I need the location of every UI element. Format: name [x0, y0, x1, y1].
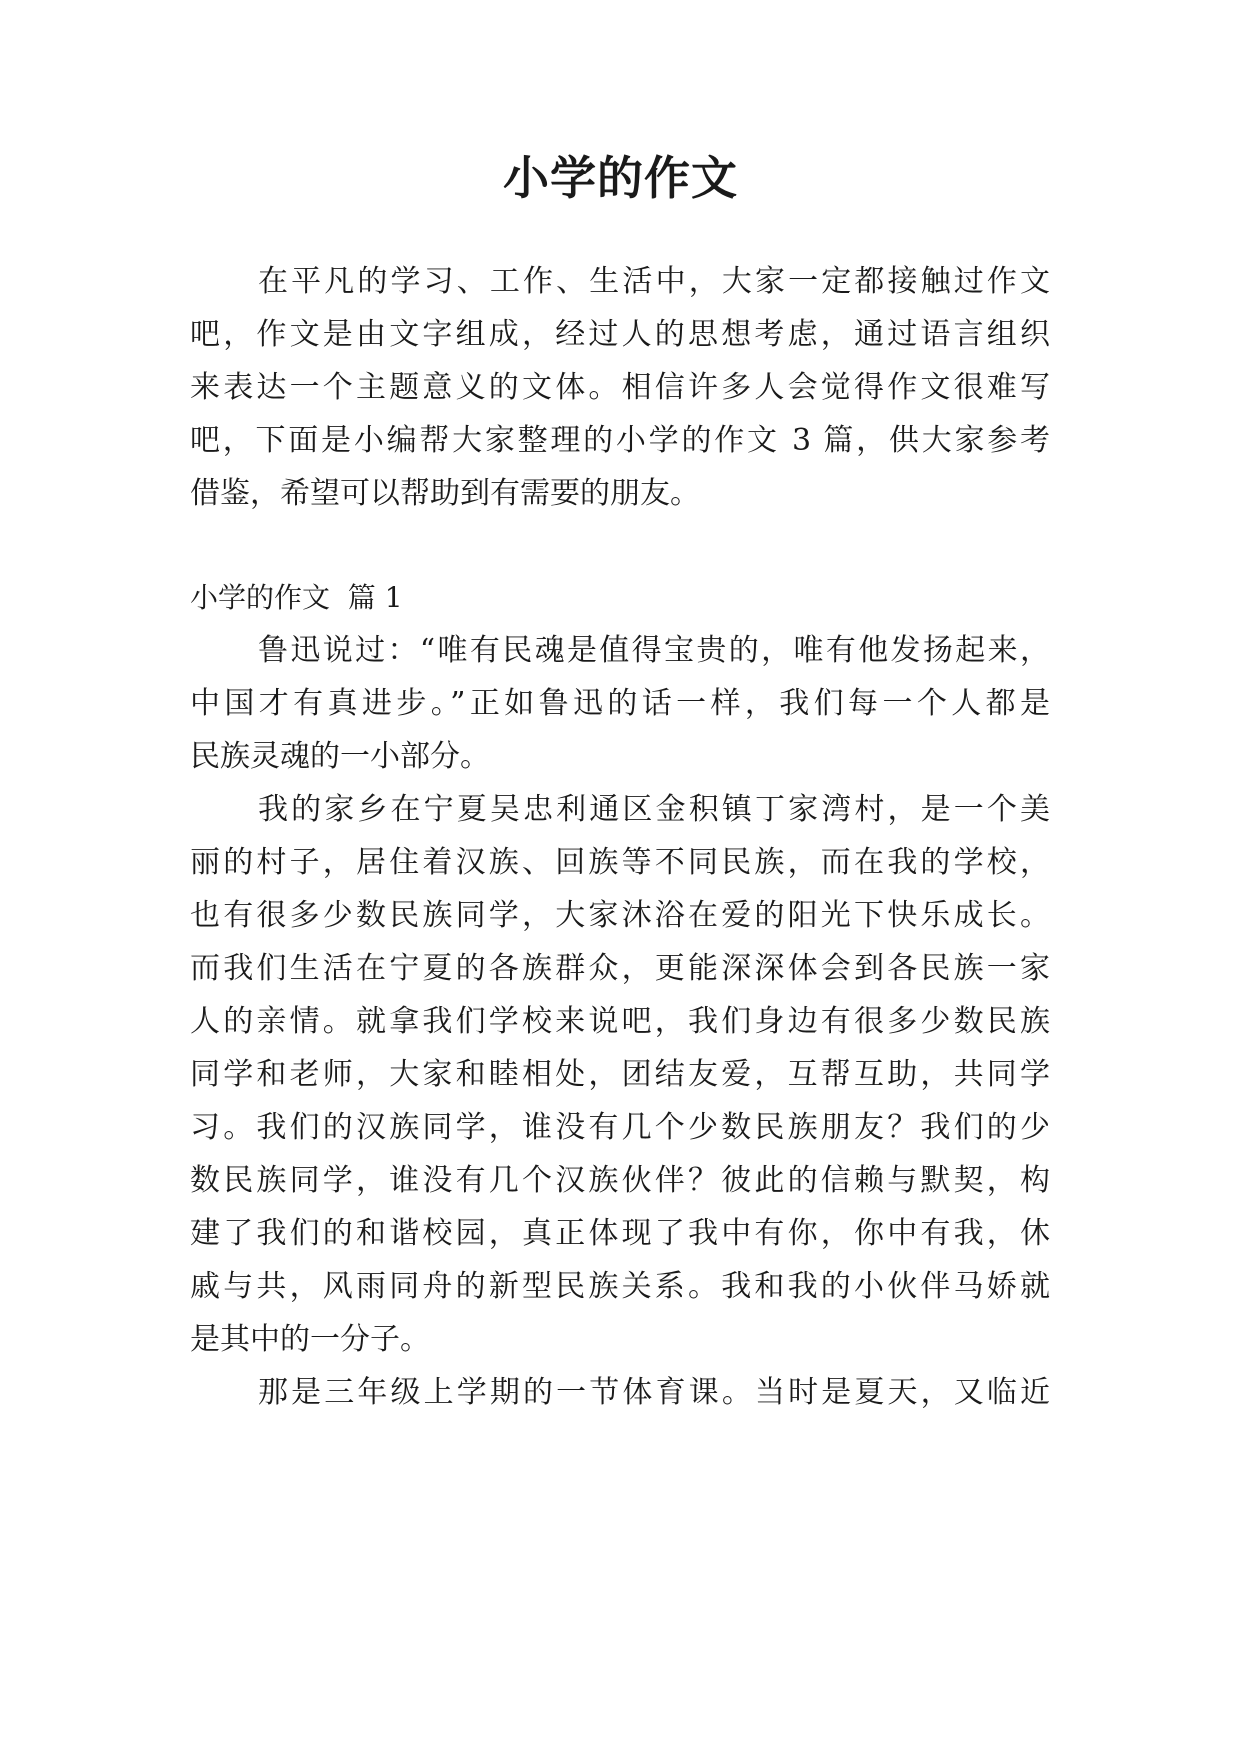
- paragraph-line: 人的亲情。就拿我们学校来说吧，我们身边有很多少数民族: [190, 1004, 1050, 1039]
- paragraph-line: 民族灵魂的一小部分。: [190, 739, 490, 774]
- paragraph-line: 习。我们的汉族同学，谁没有几个少数民族朋友？我们的少: [190, 1110, 1050, 1145]
- paragraph-line: 戚与共，风雨同舟的新型民族关系。我和我的小伙伴马娇就: [190, 1269, 1050, 1304]
- intro-line: 吧，下面是小编帮大家整理的小学的作文 3 篇，供大家参考: [190, 423, 1050, 458]
- paragraph-line: 也有很多少数民族同学，大家沐浴在爱的阳光下快乐成长。: [190, 898, 1050, 933]
- paragraph-line: 建了我们的和谐校园，真正体现了我中有你，你中有我，休: [190, 1216, 1050, 1251]
- section-heading: 小学的作文 篇 1: [190, 581, 403, 614]
- intro-line: 来表达一个主题意义的文体。相信许多人会觉得作文很难写: [190, 370, 1050, 405]
- paragraph-line: 同学和老师，大家和睦相处，团结友爱，互帮互助，共同学: [190, 1057, 1050, 1092]
- document-title: 小学的作文: [503, 151, 738, 205]
- intro-line: 吧，作文是由文字组成，经过人的思想考虑，通过语言组织: [190, 317, 1050, 352]
- paragraph-line: 是其中的一分子。: [190, 1322, 430, 1357]
- paragraph-line: 中国才有真进步。”正如鲁迅的话一样，我们每一个人都是: [190, 686, 1050, 721]
- paragraph-line: 我的家乡在宁夏吴忠利通区金积镇丁家湾村，是一个美: [258, 792, 1050, 827]
- paragraph-line: 数民族同学，谁没有几个汉族伙伴？彼此的信赖与默契，构: [190, 1163, 1050, 1198]
- paragraph-line: 而我们生活在宁夏的各族群众，更能深深体会到各民族一家: [190, 951, 1050, 986]
- intro-line: 借鉴，希望可以帮助到有需要的朋友。: [190, 476, 700, 511]
- paragraph-line: 鲁迅说过：“唯有民魂是值得宝贵的，唯有他发扬起来，: [258, 633, 1050, 668]
- paragraph-line: 丽的村子，居住着汉族、回族等不同民族，而在我的学校，: [190, 845, 1050, 880]
- paragraph-line: 那是三年级上学期的一节体育课。当时是夏天，又临近: [258, 1375, 1050, 1410]
- intro-line: 在平凡的学习、工作、生活中，大家一定都接触过作文: [258, 264, 1050, 299]
